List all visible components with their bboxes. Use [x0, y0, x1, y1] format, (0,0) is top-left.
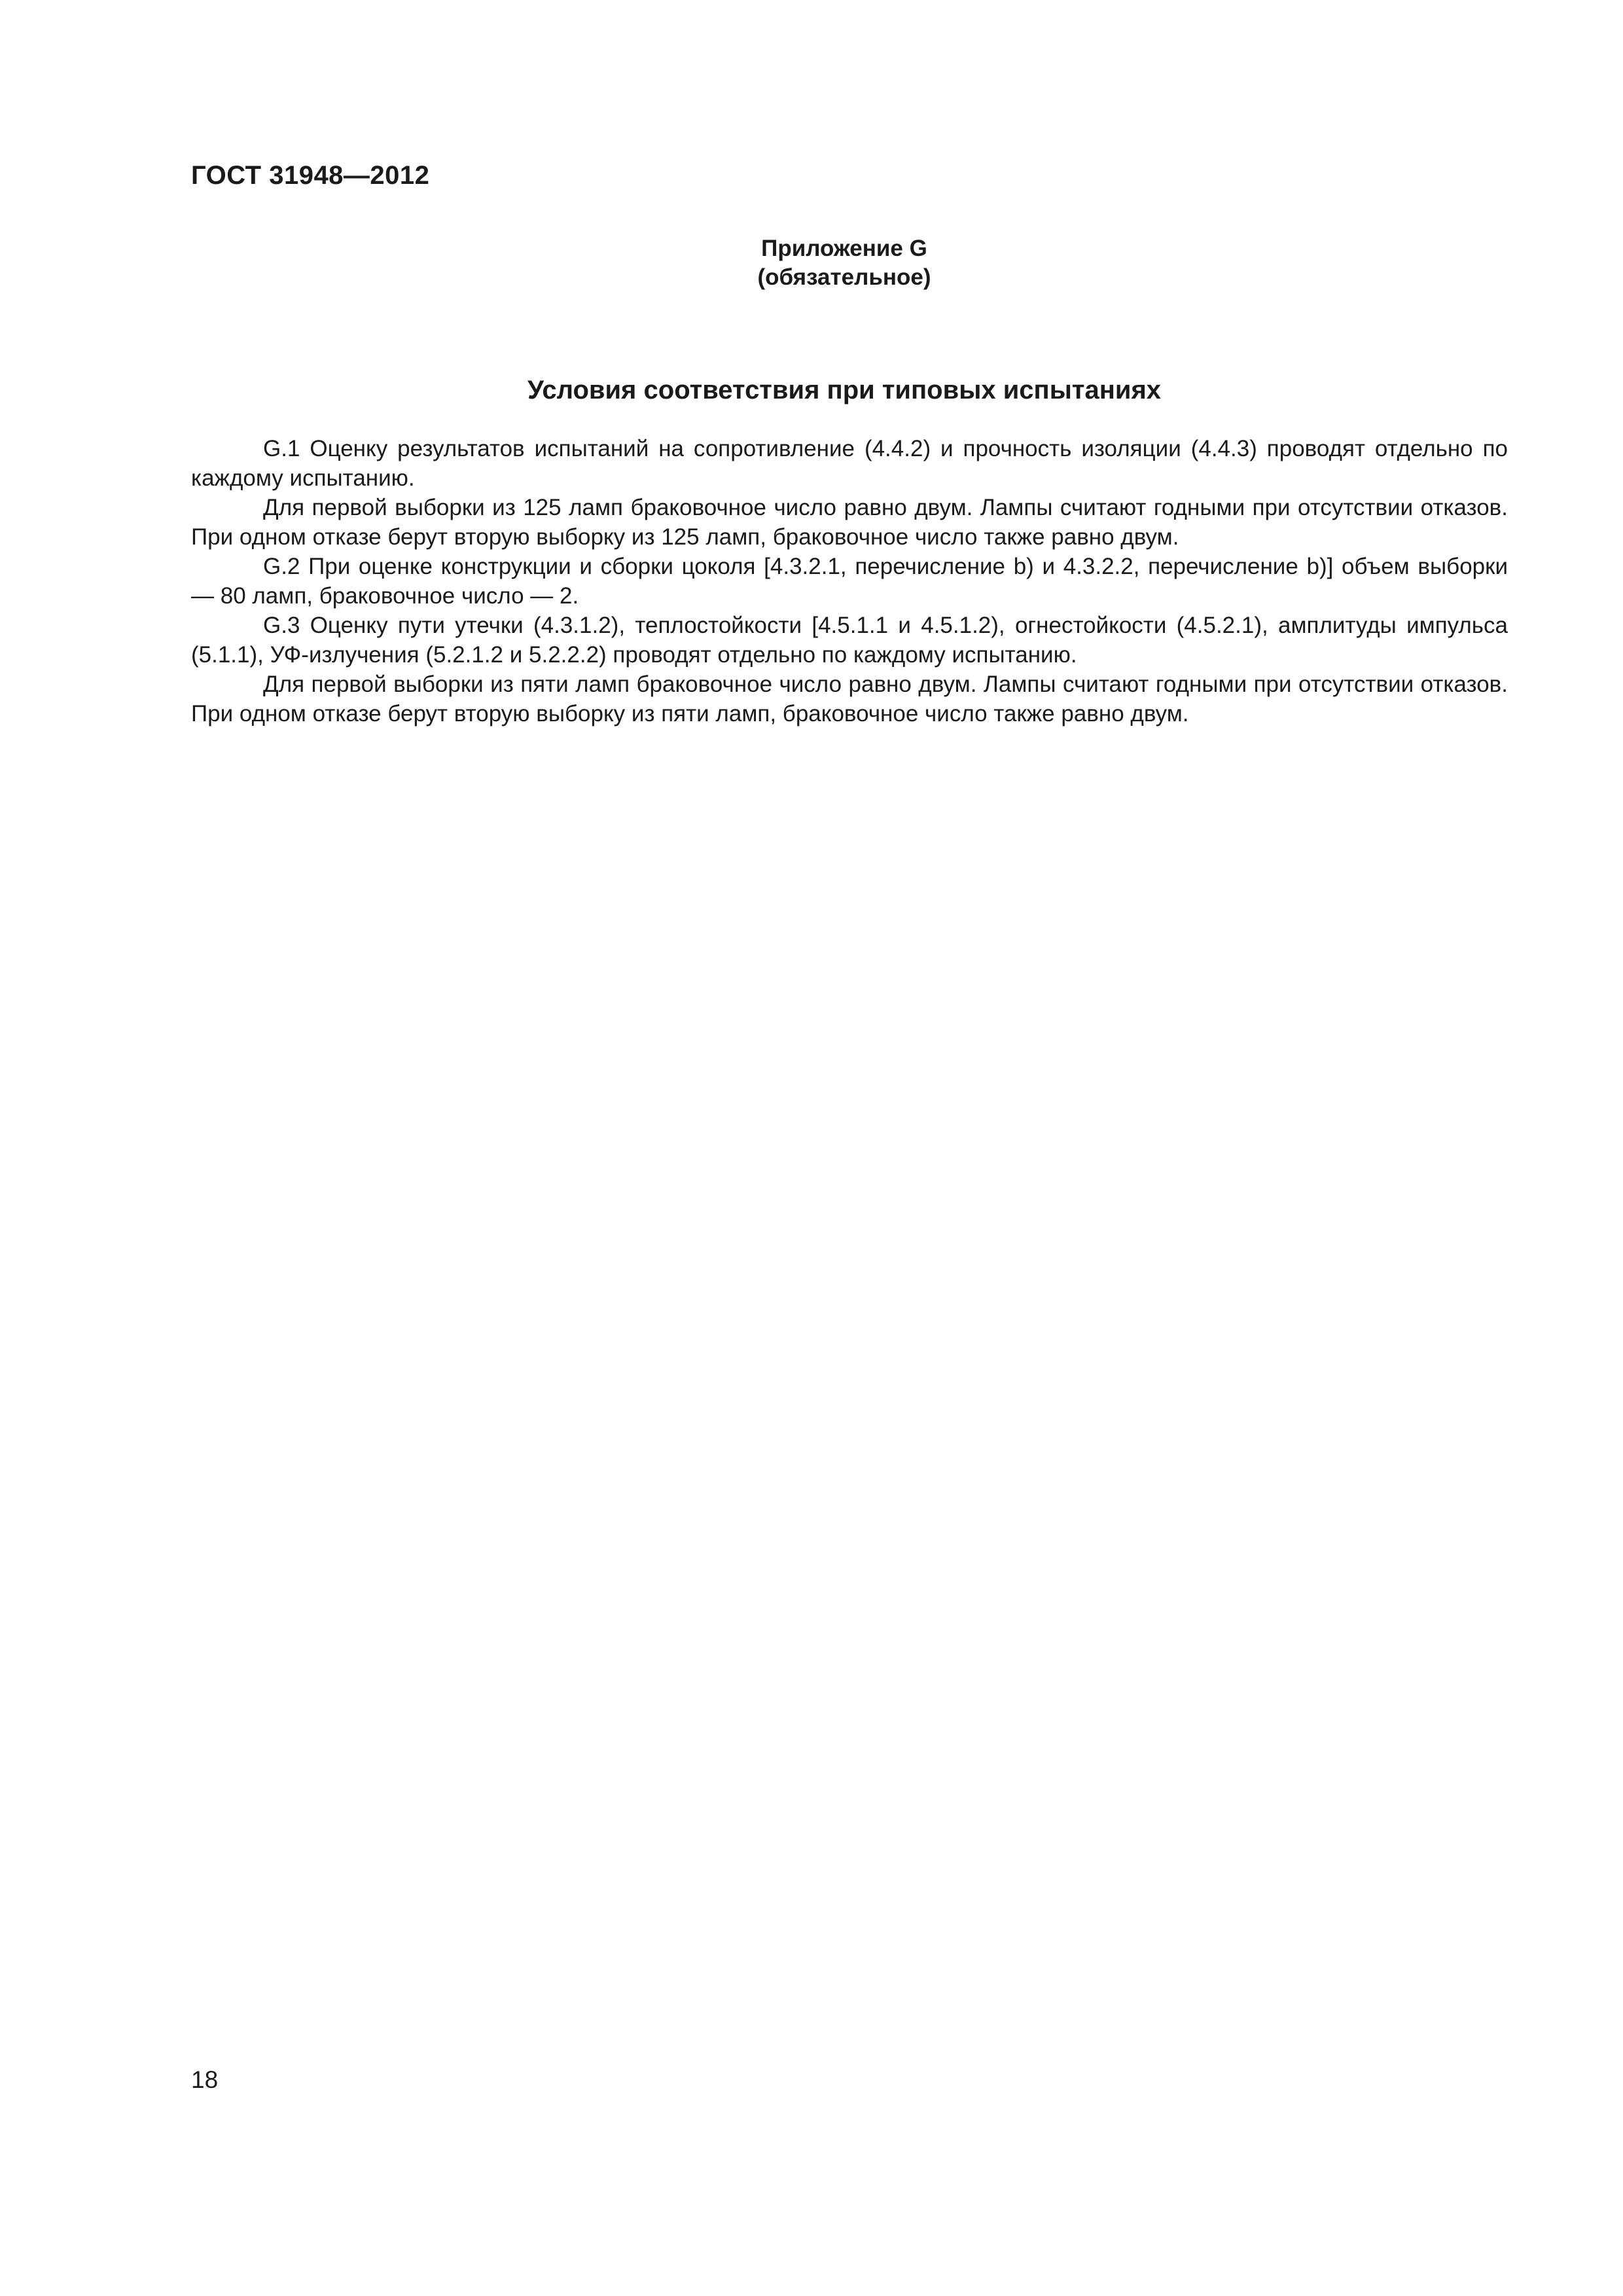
document-body [191, 434, 1508, 728]
paragraph-g3: G.3 Оценку пути утечки (4.3.1.2), теплостойкости [4.5.1.1 и 4.5.1.2), огнестойкости (4.5.2.1), амплитуды импульса (5.1.1), УФ-излучения (5.2.1.2 и 5.2.2.2) проводят отдельно по каждому испытанию. [191, 613, 1508, 668]
paragraph-g3-sampling: Для первой выборки из пяти ламп браковочное число равно двум. Лампы считают годными при отсутствии отказов. При одном отказе берут вторую выборку из пяти ламп, браковочное число также равно двум. [191, 672, 1508, 726]
appendix-label: Приложение G [761, 236, 927, 261]
section-title: Условия соответствия при типовых испытаниях [527, 376, 1162, 404]
paragraph-g2: G.2 При оценке конструкции и сборки цоколя [4.3.2.1, перечисление b) и 4.3.2.2, перечисление b)] объем выборки — 80 ламп, браковочное число — 2. [191, 554, 1508, 609]
page-number: 18 [191, 2066, 219, 2093]
paragraph-g1: G.1 Оценку результатов испытаний на сопротивление (4.4.2) и прочность изоляции (4.4.3) проводят отдельно по каждому испытанию. [191, 436, 1508, 491]
appendix-status: (обязательное) [757, 264, 931, 290]
appendix-heading [0, 234, 1623, 292]
document-code-header: ГОСТ 31948—2012 [191, 161, 430, 190]
paragraph-g1-sampling: Для первой выборки из 125 ламп браковочное число равно двум. Лампы считают годными при отсутствии отказов. При одном отказе берут вторую выборку из 125 ламп, браковочное число также равно двум. [191, 495, 1508, 550]
